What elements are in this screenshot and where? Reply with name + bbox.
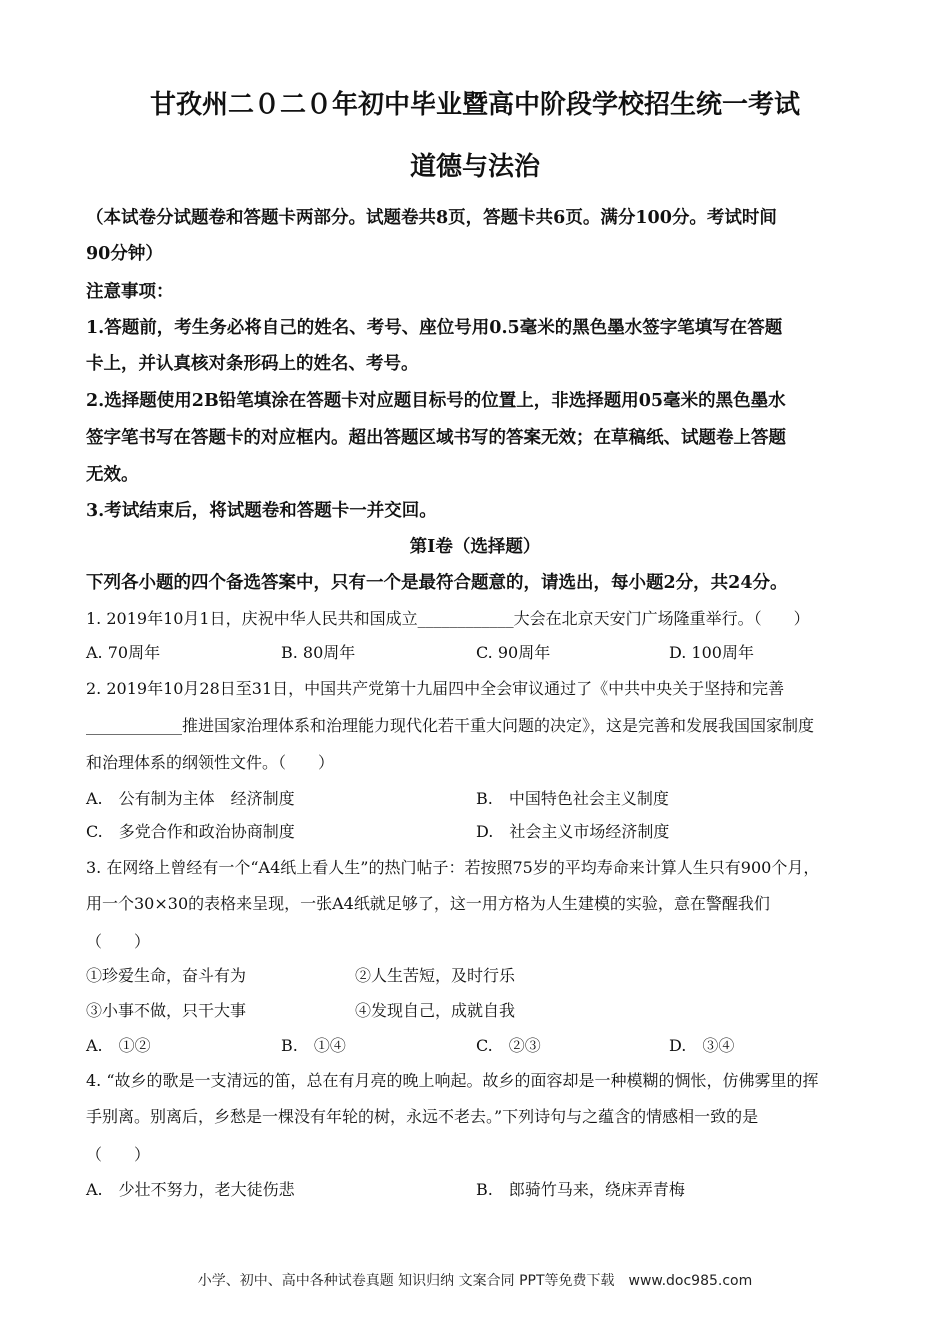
notice-heading: 注意事项： (86, 282, 174, 302)
question-4-stem-line-3: （ ） (86, 1145, 151, 1164)
intro-line-1: （本试卷分试题卷和答题卡两部分。试题卷共8页，答题卡共6页。满分100分。考试时间 (86, 208, 777, 228)
question-3-option-a: A. ①② (86, 1036, 151, 1055)
footer-text: 小学、初中、高中各种试卷真题 知识归纳 文案合同 PPT等免费下载 www.doc985.com (197, 1273, 753, 1289)
section-instruction: 下列各小题的四个备选答案中，只有一个是最符合题意的，请选出，每小题2分，共24分。 (86, 573, 788, 593)
question-2-option-b: B. 中国特色社会主义制度 (476, 789, 669, 808)
question-1-option-d: D. 100周年 (669, 643, 754, 662)
subject-title: 道德与法治 (409, 152, 540, 182)
question-4-stem-line-2: 手别离。别离后，乡愁是一棵没有年轮的树，永远不老去。”下列诗句与之蕴含的情感相一致的是 (86, 1107, 759, 1126)
question-2-stem-line-1: 2. 2019年10月28日至31日，中国共产党第十九届四中全会审议通过了《中共中央关于坚持和完善 (86, 679, 785, 698)
question-3-stem-line-2: 用一个30×30的表格来呈现，一张A4纸就足够了，这一用方格为人生建模的实验，意在警醒我们 (86, 894, 770, 913)
question-4-option-a: A. 少壮不努力，老大徒伤悲 (86, 1180, 295, 1199)
question-3-stem-line-1: 3. 在网络上曾经有一个“A4纸上看人生”的热门帖子：若按照75岁的平均寿命来计算人生只有900个月， (86, 858, 820, 877)
question-2-option-c: C. 多党合作和政治协商制度 (86, 822, 295, 841)
question-2-option-d: D. 社会主义市场经济制度 (476, 822, 670, 841)
notice-item-2-line-3: 无效。 (86, 465, 139, 485)
notice-item-1-line-2: 卡上，并认真核对条形码上的姓名、考号。 (86, 354, 419, 374)
question-3-stem-line-3: （ ） (86, 932, 151, 951)
notice-item-3: 3.考试结束后，将试题卷和答题卡一并交回。 (86, 501, 437, 521)
question-3-option-c: C. ②③ (476, 1036, 541, 1055)
question-3-option-d: D. ③④ (669, 1036, 735, 1055)
section-title: 第Ⅰ卷（选择题） (409, 537, 541, 557)
question-1-option-b: B. 80周年 (281, 643, 356, 662)
question-3-statement-1: ①珍爱生命，奋斗有为 (86, 966, 247, 985)
notice-item-1-line-1: 1.答题前，考生务必将自己的姓名、考号、座位号用0.5毫米的黑色墨水签字笔填写在答题 (86, 318, 783, 338)
question-3-statement-2: ②人生苦短，及时行乐 (355, 966, 516, 985)
question-2-stem-line-3: 和治理体系的纲领性文件。（ ） (86, 753, 335, 772)
exam-title: 甘孜州二０二０年初中毕业暨高中阶段学校招生统一考试 (149, 90, 800, 120)
question-4-stem-line-1: 4. “故乡的歌是一支清远的笛，总在有月亮的晚上响起。故乡的面容却是一种模糊的惆怅，仿佛雾里的挥 (86, 1071, 819, 1090)
notice-item-2-line-1: 2.选择题使用2B铅笔填涂在答题卡对应题目标号的位置上，非选择题用05毫米的黑色墨水 (86, 391, 786, 411)
question-3-option-b: B. ①④ (281, 1036, 346, 1055)
question-1-option-a: A. 70周年 (86, 643, 161, 662)
question-1-option-c: C. 90周年 (476, 643, 551, 662)
intro-line-2: 90分钟） (86, 244, 163, 264)
question-4-option-b: B. 郎骑竹马来，绕床弄青梅 (476, 1180, 685, 1199)
notice-item-2-line-2: 签字笔书写在答题卡的对应框内。超出答题区域书写的答案无效；在草稿纸、试题卷上答题 (86, 428, 786, 448)
question-3-statement-3: ③小事不做，只干大事 (86, 1001, 247, 1020)
question-1-stem: 1. 2019年10月1日，庆祝中华人民共和国成立____________大会在北京天安门广场隆重举行。（ ） (86, 609, 810, 628)
question-2-option-a: A. 公有制为主体 经济制度 (86, 789, 295, 808)
question-3-statement-4: ④发现自己，成就自我 (355, 1001, 516, 1020)
question-2-stem-line-2: ____________推进国家治理体系和治理能力现代化若干重大问题的决定》，这是完善和发展我国国家制度 (86, 716, 815, 735)
